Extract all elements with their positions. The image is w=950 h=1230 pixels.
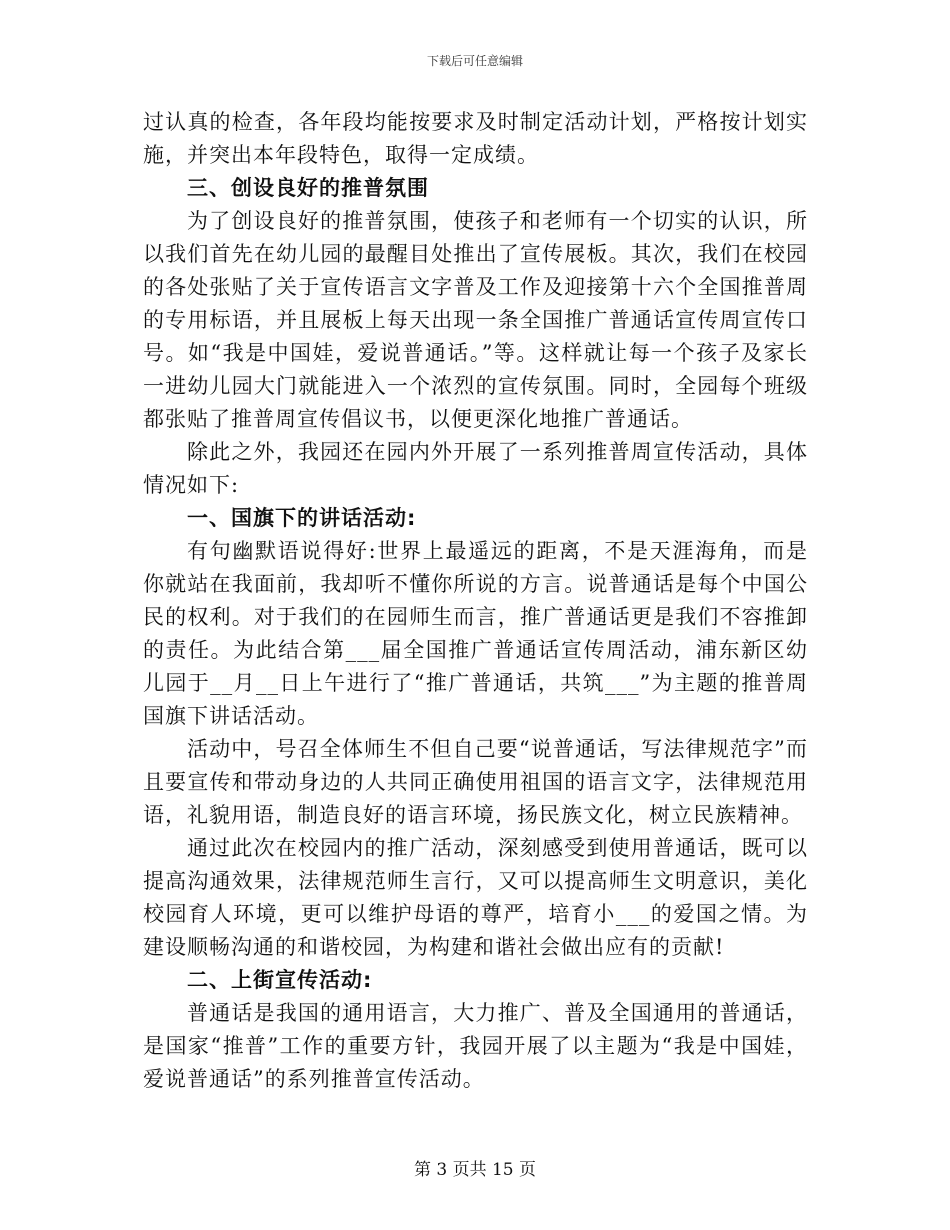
body-paragraph: 活动中，号召全体师生不但自己要“说普通话，写法律规范字”而且要宣传和带动身边的人共同正确使用祖国的语言文字，法律规范用语，礼貌用语，制造良好的语言环境，扬民族文化，树立民族精神。 [143,737,808,827]
page-number: 第 3 页共 15 页 [413,1160,537,1180]
section-heading: 一、国旗下的讲话活动: [187,506,417,530]
section-heading: 二、上街宣传活动: [187,968,373,992]
body-paragraph: 除此之外，我园还在园内外开展了一系列推普周宣传活动，具体情况如下: [143,440,808,497]
body-paragraph: 为了创设良好的推普氛围，使孩子和老师有一个切实的认识，所以我们首先在幼儿园的最醒目处推出了宣传展板。其次，我们在校园的各处张贴了关于宣传语言文字普及工作及迎接第十六个全国推普周的专用标语，并且展板上每天出现一条全国推广普通话宣传周宣传口号。如“我是中国娃，爱说普通话。”等。这样就让每一个孩子及家长一进幼儿园大门就能进入一个浓烈的宣传氛围。同时，全园每个班级都张贴了推普周宣传倡议书，以便更深化地推广普通话。 [143,209,808,431]
page-header: 下载后可任意编辑 [426,54,523,68]
section-heading: 三、创设良好的推普氛围 [187,176,429,200]
body-paragraph: 过认真的检查，各年段均能按要求及时制定活动计划，严格按计划实施，并突出本年段特色，取得一定成绩。 [143,110,808,167]
document-body [143,106,808,1096]
body-paragraph: 有句幽默语说得好:世界上最遥远的距离，不是天涯海角，而是你就站在我面前，我却听不懂你所说的方言。说普通话是每个中国公民的权利。对于我们的在园师生而言，推广普通话更是我们不容推卸的责任。为此结合第___届全国推广普通话宣传周活动，浦东新区幼儿园于__月__日上午进行了“推广普通话，共筑___”为主题的推普周国旗下讲话活动。 [143,539,808,728]
body-paragraph: 通过此次在校园内的推广活动，深刻感受到使用普通话，既可以提高沟通效果，法律规范师生言行，又可以提高师生文明意识，美化校园育人环境，更可以维护母语的尊严，培育小___的爱国之情。为建设顺畅沟通的和谐校园，为构建和谐社会做出应有的贡献! [143,836,808,959]
body-paragraph: 普通话是我国的通用语言，大力推广、普及全国通用的普通话，是国家“推普”工作的重要方针，我园开展了以主题为“我是中国娃，爱说普通话”的系列推普宣传活动。 [143,1001,808,1091]
